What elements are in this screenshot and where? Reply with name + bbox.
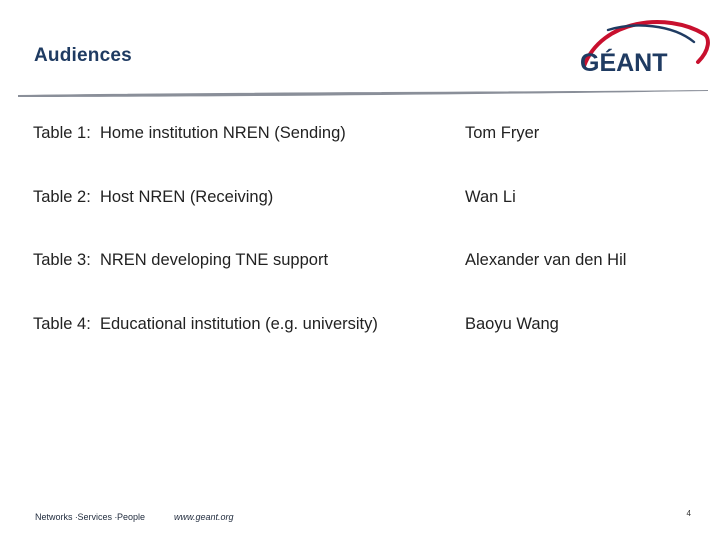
- table-label: [33, 313, 378, 335]
- table-number: Table 4:: [33, 314, 91, 333]
- footer-website-link[interactable]: www.geant.org: [174, 512, 234, 522]
- table-description: NREN developing TNE support: [99, 251, 329, 269]
- table-label: [33, 122, 346, 144]
- header-divider: [18, 88, 708, 102]
- audience-row-table-3: [33, 249, 693, 313]
- footer-tagline: Networks ∙Services ∙People: [35, 512, 146, 522]
- table-label: [33, 249, 328, 271]
- table-description: Home institution NREN (Sending): [99, 124, 346, 142]
- table-host-name: Tom Fryer: [465, 124, 540, 142]
- table-description: Host NREN (Receiving): [99, 187, 274, 206]
- table-description: Educational institution (e.g. university): [99, 314, 378, 333]
- slide-title: Audiences: [34, 45, 132, 66]
- table-host-name: Wan Li: [465, 187, 516, 206]
- audience-row-table-4: [33, 313, 693, 377]
- table-number: Table 1:: [33, 124, 91, 142]
- logo-wordmark: GÉANT: [580, 49, 668, 77]
- geant-logo: [572, 14, 712, 80]
- table-host-name: Baoyu Wang: [465, 314, 559, 333]
- audience-table-list: [33, 122, 693, 376]
- table-number: Table 2:: [33, 187, 91, 206]
- audience-row-table-2: [33, 186, 693, 250]
- table-host-name: Alexander van den Hil: [465, 251, 627, 269]
- table-label: [33, 186, 273, 208]
- audience-row-table-1: [33, 122, 693, 186]
- table-number: Table 3:: [33, 251, 91, 269]
- page-number: 4: [686, 509, 691, 518]
